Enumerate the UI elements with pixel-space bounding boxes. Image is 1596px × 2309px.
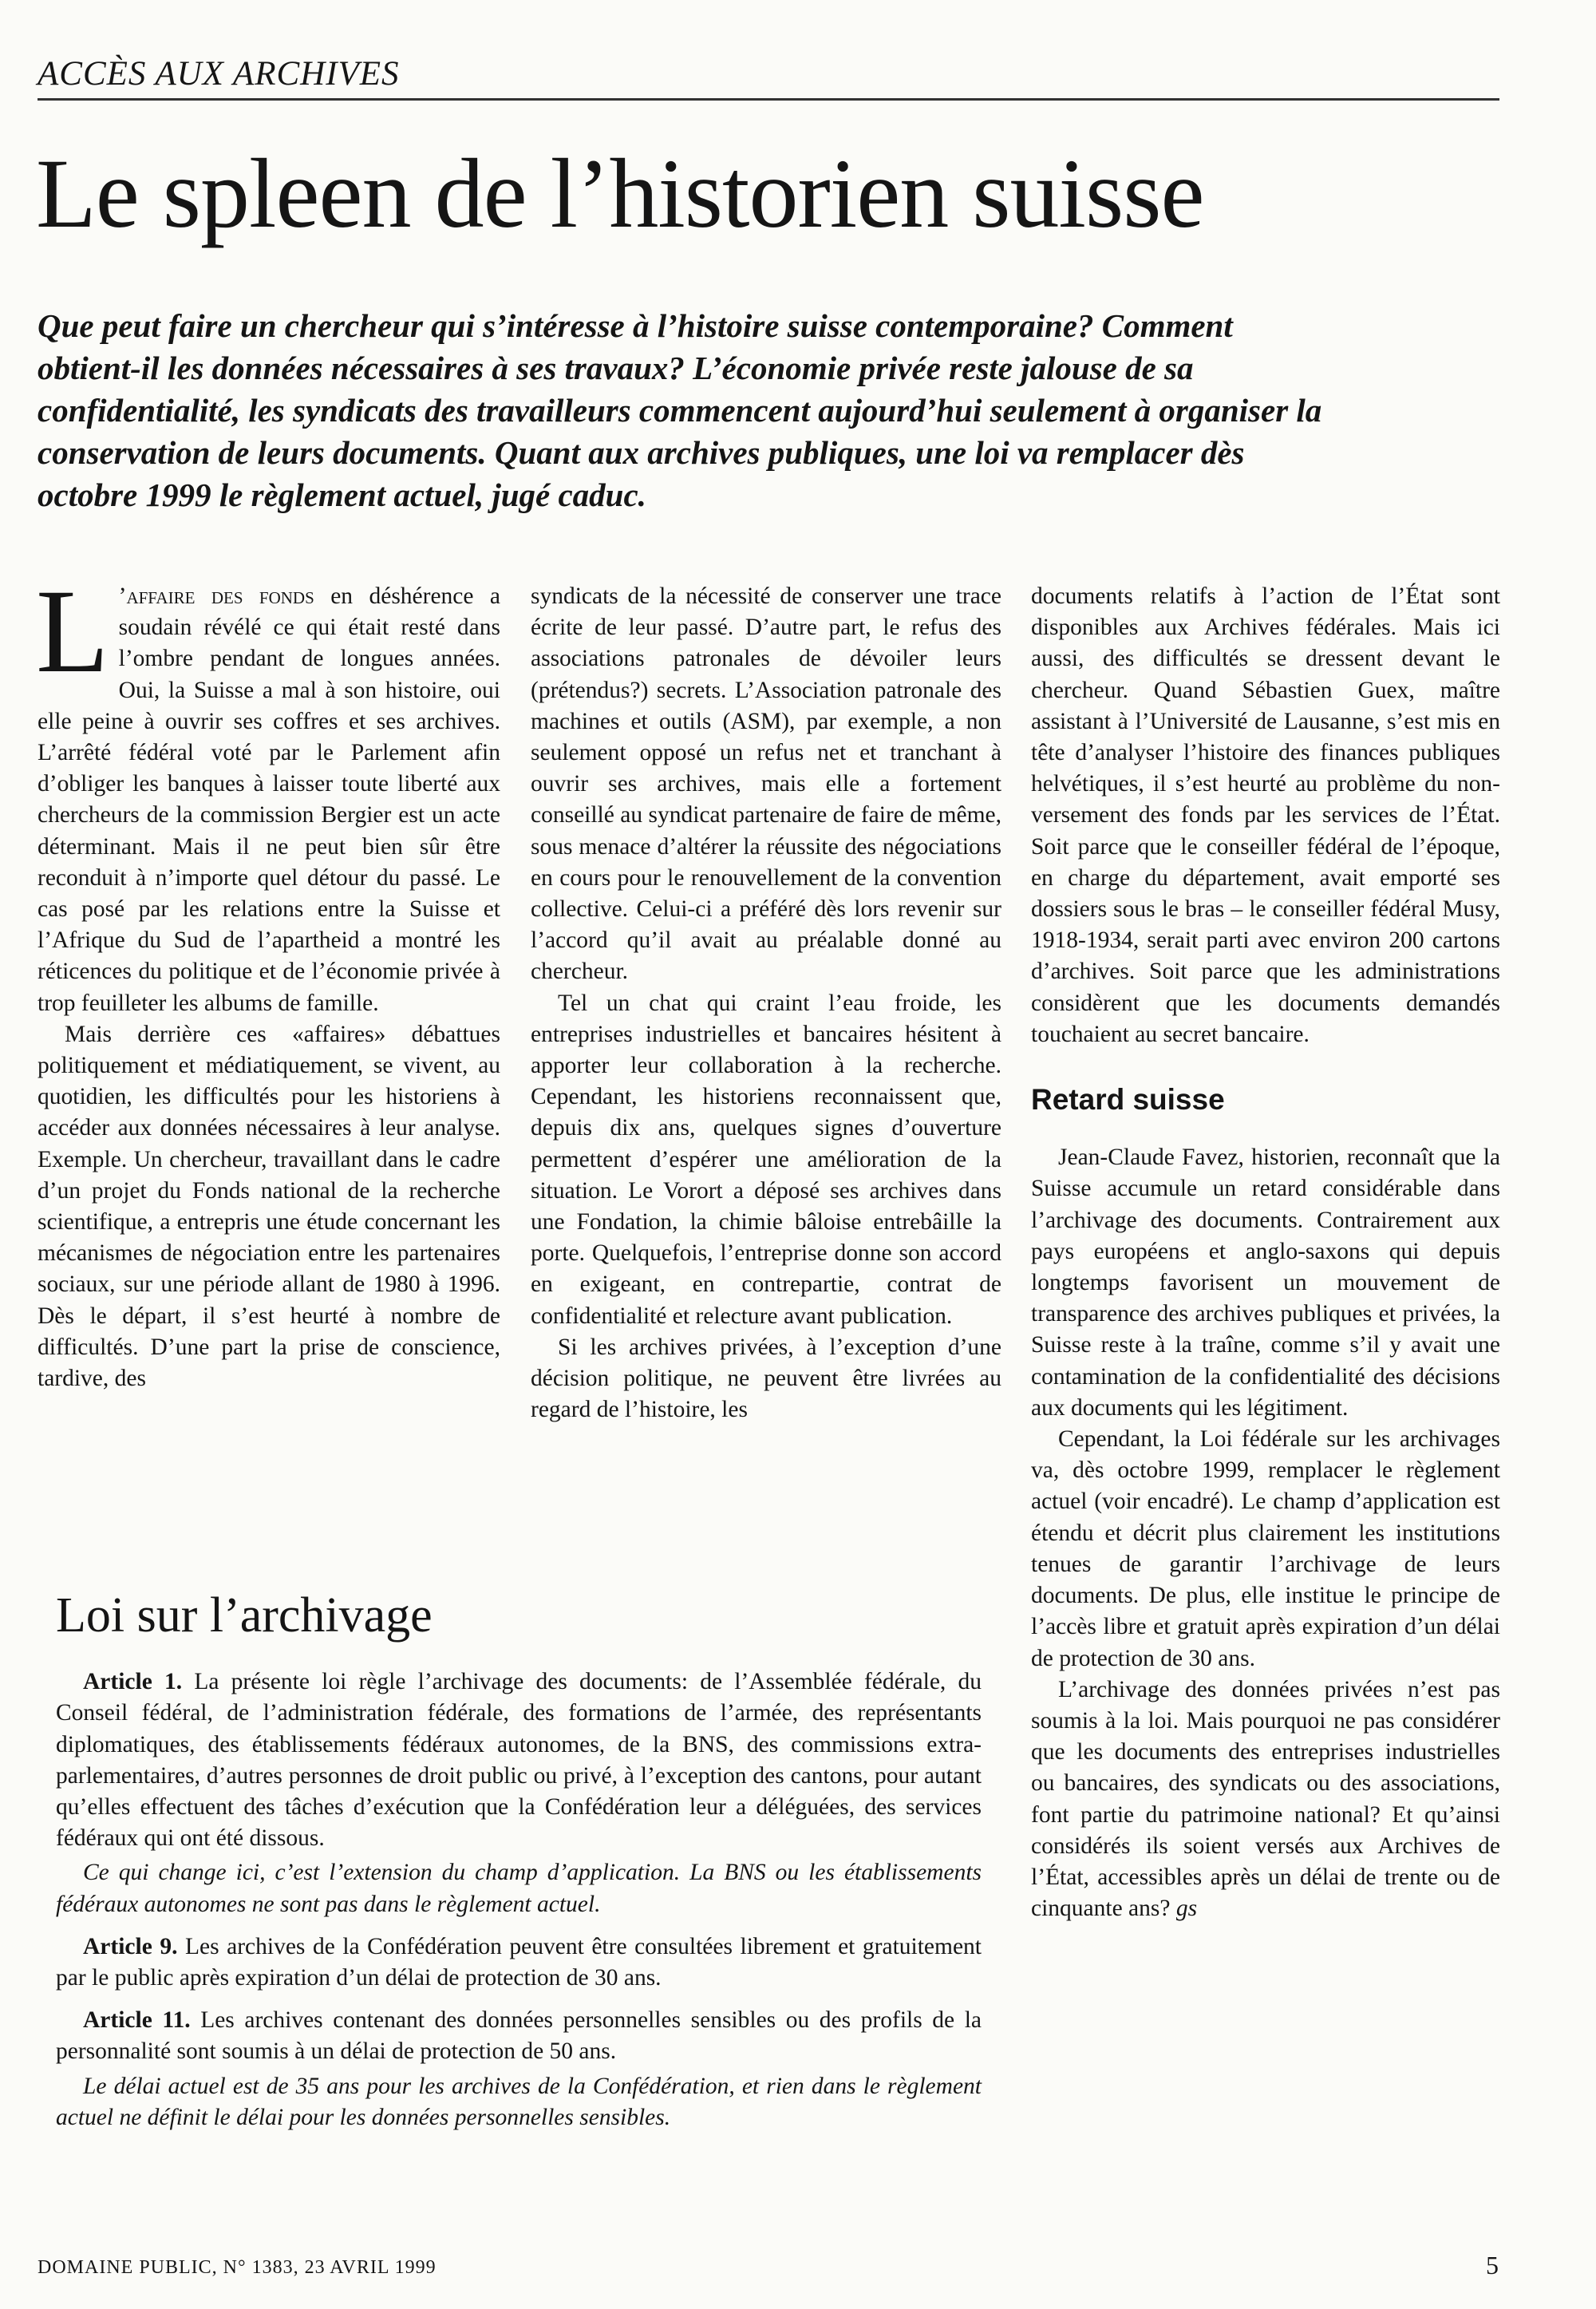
article-1-label: Article 1. [83, 1669, 183, 1695]
article-9-label: Article 9. [83, 1933, 178, 1959]
opening-smallcaps: ’affaire des fonds [118, 583, 314, 609]
publication-info: DOMAINE PUBLIC, N° 1383, 23 AVRIL 1999 [38, 2257, 437, 2278]
subheading-retard-suisse: Retard suisse [1031, 1083, 1225, 1117]
page-footer [38, 2251, 1499, 2280]
paragraph-6: Cependant, la Loi fédérale sur les archivages va, dès octobre 1999, remplacer le règlement actuel (voir encadré). Le champ d’application est étendu et décrit plus clairement les institutions tenues de garantir l’archivage de leurs documents. De plus, elle institue le principe de l’accès libre et gratuit après expiration d’un délai de protection de 30 ans. [1031, 1426, 1500, 1671]
column-2 [531, 581, 1001, 1425]
section-kicker: ACCÈS AUX ARCHIVES [38, 54, 1499, 101]
paragraph-3: Tel un chat qui craint l’eau froide, les entreprises industrielles et bancaires hésitent à apporter leur collaboration à la recherche. Cependant, les historiens reconnaissent que, depuis dix ans, quelques signes d’ouverture permettent d’espérer une amélioration de la situation. Le Vorort a déposé ses archives dans une Fondation, la chimie bâloise entrebâille la porte. Quelquefois, l’entreprise donne son accord en exigeant, en contrepartie, contrat de confidentialité et relecture avant publication. [531, 990, 1001, 1329]
paragraph-1-text: en déshérence a soudain révélé ce qui était resté dans l’ombre pendant de longues années. Oui, la Suisse a mal à son histoire, oui elle peine à ouvrir ses coffres et ses archives. L’arrêté fédéral voté par le Parlement afin d’obliger les banques à laisser toute liberté aux chercheurs de la commission Bergier est un acte déterminant. Mais il ne peut bien sûr être reconduit à n’importe quel détour du passé. Le cas posé par les relations entre la Suisse et l’Afrique du Sud de l’apartheid a montré les réticences du politique et de l’économie privée à trop feuilleter les albums de famille. [38, 583, 501, 1016]
article-1-note: Ce qui change ici, c’est l’extension du champ d’application. La BNS ou les établissements fédéraux autonomes ne sont pas dans le règlement actuel. [56, 1860, 982, 1917]
article-11-label: Article 11. [83, 2007, 191, 2034]
article-9 [56, 1931, 982, 1994]
column-1 [36, 565, 501, 1394]
law-box [56, 1588, 982, 2145]
paragraph-4: Si les archives privées, à l’exception d’une décision politique, ne peuvent être livrées au regard de l’histoire, les [531, 1334, 1001, 1423]
article-lead: Que peut faire un chercheur qui s’intéresse à l’histoire suisse contemporaine? Comment obtient-il les données nécessaires à ses travaux? L’économie privée reste jalouse de sa confidentialité, les syndicats des travailleurs commencent aujourd’hui seulement à organiser la conservation de leurs documents. Quant aux archives publiques, une loi va remplacer dès octobre 1999 le règlement actuel, jugé caduc. [38, 307, 1322, 513]
article-9-text: Les archives de la Confédération peuvent être consultées librement et gratuitement par le public après expiration d’un délai de protection de 30 ans. [56, 1933, 982, 1991]
law-box-heading: Loi sur l’archivage [56, 1588, 433, 1643]
author-signature: gs [1175, 1896, 1198, 1922]
paragraph-7 [1031, 1674, 1500, 1925]
paragraph-2: Mais derrière ces «affaires» débattues politiquement et médiatiquement, se vivent, au quotidien, les difficultés pour les historiens à accéder aux données nécessaires à leur analyse. Exemple. Un chercheur, travaillant dans le cadre d’un projet du Fonds national de la recherche scientifique, a entrepris une étude concernant les mécanismes de négociation entre les partenaires sociaux, sur une période allant de 1980 à 1996. Dès le départ, il s’est heurté à nombre de difficultés. D’une part la prise de conscience, tardive, des [38, 1021, 500, 1392]
paragraph-1 [36, 565, 501, 1019]
paragraph-7-text: L’archivage des données privées n’est pas soumis à la loi. Mais pourquoi ne pas considérer que les documents des entreprises industrielles ou bancaires, des syndicats ou des associations, font partie du patrimoine national? Et qu’ainsi considérés ils soient versés aux Archives de l’État, accessibles après un délai de trente ou de cinquante ans? [1031, 1676, 1500, 1922]
paragraph-5: Jean-Claude Favez, historien, reconnaît que la Suisse accumule un retard considérable dans l’archivage des documents. Contrairement aux pays européens et anglo-saxons qui depuis longtemps favorisent un mouvement de transparence des archives publiques et privées, la Suisse reste à la traîne, comme s’il y avait une contamination de la confidentialité des décisions aux documents qui les légitiment. [1031, 1145, 1500, 1421]
column-3 [1031, 581, 1500, 1924]
article-1 [56, 1667, 982, 1854]
page-number: 5 [1486, 2251, 1499, 2279]
article-1-text: La présente loi règle l’archivage des documents: de l’Assemblée fédérale, du Conseil fédéral, de l’administration fédérale, des formations de l’armée, des représentants diplomatiques, des établissements fédéraux autonomes, de la BNS, des commissions extra-parlementaires, d’autres personnes de droit public ou privé, à l’exception des cantons, pour autant qu’elles effectuent des tâches d’exécution que la Confédération leur a déléguées, des services fédéraux qui ont été dissous. [56, 1669, 982, 1852]
article-11-text: Les archives contenant des données personnelles sensibles ou des profils de la personnalité sont soumis à un délai de protection de 50 ans. [56, 2007, 982, 2065]
article-11-note: Le délai actuel est de 35 ans pour les archives de la Confédération, et rien dans le règlement actuel ne définit le délai pour les données personnelles sensibles. [56, 2073, 982, 2130]
drop-cap: L [36, 565, 109, 698]
article-11 [56, 2005, 982, 2067]
paragraph-4-continued: documents relatifs à l’action de l’État sont disponibles aux Archives fédérales. Mais ici aussi, des difficultés se dressent devant le chercheur. Quand Sébastien Guex, maître assistant à l’Université de Lausanne, s’est mis en tête d’analyser l’histoire des finances publiques helvétiques, il s’est heurté au problème du non-versement des fonds par les services de l’État. Soit parce que le conseiller fédéral de l’époque, en charge du département, avait emporté ses dossiers sous le bras – le conseiller fédéral Musy, 1918-1934, serait parti avec environ 200 cartons d’archives. Soit parce que les administrations considèrent que les documents demandés touchaient au secret bancaire. [1031, 583, 1500, 1047]
paragraph-2-continued: syndicats de la nécessité de conserver une trace écrite de leur passé. D’autre part, le refus des associations patronales de dévoiler leurs (prétendus?) secrets. L’Association patronale des machines et outils (ASM), par exemple, a non seulement opposé un refus net et tranchant à ouvrir ses archives, mais elle a fortement conseillé au syndicat partenaire de faire de même, sous menace d’altérer la réussite des négociations en cours pour le renouvellement de la convention collective. Celui-ci a préféré dès lors revenir sur l’accord qu’il avait au préalable donné au chercheur. [531, 583, 1001, 985]
article-title: Le spleen de l’historien suisse [36, 139, 1204, 248]
